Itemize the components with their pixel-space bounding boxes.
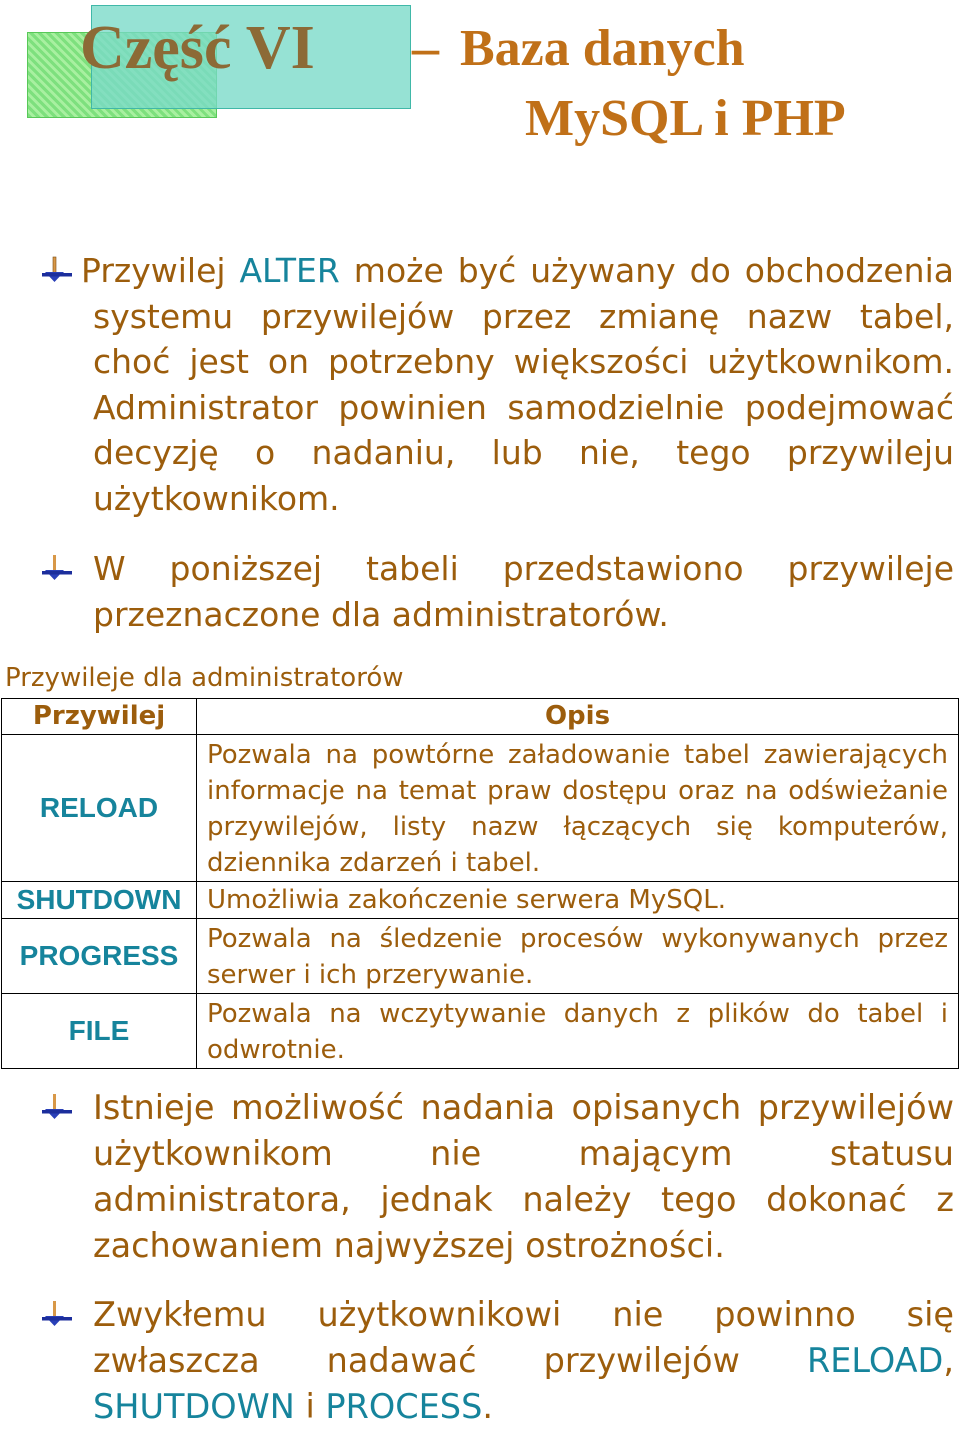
- bullet-2-text: W poniższej tabeli przedstawiono przywileje przeznaczone dla administratorów.: [93, 549, 954, 634]
- title-line-2: MySQL i PHP: [525, 90, 846, 147]
- bullet-paragraph-alter: [81, 248, 954, 521]
- table-caption: Przywileje dla administratorów: [5, 663, 404, 693]
- bullet-paragraph-warning: [93, 1292, 954, 1430]
- title-dash: –: [412, 17, 439, 77]
- keyword-alter: ALTER: [239, 251, 340, 290]
- privilege-name: PROGRESS: [2, 919, 197, 994]
- bullet-3-text: Istnieje możliwość nadania opisanych przywilejów użytkownikom nie mającym statusu administratora, jednak należy tego dokonać z zachowaniem najwyższej ostrożności.: [93, 1088, 954, 1265]
- privilege-description: Umożliwia zakończenie serwera MySQL.: [197, 882, 959, 919]
- bullet-paragraph-non-admin: [93, 1085, 954, 1269]
- part-label: Część VI: [80, 14, 315, 82]
- bullet-4-end: .: [482, 1387, 493, 1426]
- table-row: [2, 994, 959, 1069]
- title-line-1: Baza danych: [460, 20, 745, 77]
- bullet-4-sep-1: ,: [943, 1341, 954, 1380]
- privilege-description: Pozwala na wczytywanie danych z plików do tabel i odwrotnie.: [197, 994, 959, 1069]
- bullet-4-text-pre: Zwykłemu użytkownikowi nie powinno się zwłaszcza nadawać przywilejów: [93, 1295, 954, 1380]
- table-header-row: [2, 699, 959, 735]
- bullet-arrow-icon: [41, 256, 73, 284]
- privilege-name: SHUTDOWN: [2, 882, 197, 919]
- column-header-privilege: Przywilej: [2, 699, 197, 735]
- keyword-reload: RELOAD: [806, 1341, 944, 1380]
- table-row: [2, 735, 959, 882]
- privilege-name: RELOAD: [2, 735, 197, 882]
- bullet-arrow-icon: [41, 1300, 73, 1328]
- privilege-description: Pozwala na powtórne załadowanie tabel zawierających informacje na temat praw dostępu oraz na odświeżanie przywilejów, listy nazw łączących się komputerów, dziennika zdarzeń i tabel.: [197, 735, 959, 882]
- page-title: [460, 14, 930, 154]
- bullet-1-text-post: może być używany do obchodzenia systemu przywilejów przez zmianę nazw tabel, choć jest on potrzebny większości użytkownikom. Administrator powinien samodzielnie podejmować decyzję o nadaniu, lub nie, tego przywileju użytkownikom.: [93, 251, 954, 518]
- keyword-process: PROCESS: [325, 1387, 483, 1426]
- bullet-4-sep-2: i: [294, 1387, 326, 1426]
- keyword-shutdown: SHUTDOWN: [93, 1387, 295, 1426]
- privilege-description: Pozwala na śledzenie procesów wykonywanych przez serwer i ich przerywanie.: [197, 919, 959, 994]
- privileges-table: [1, 698, 959, 1069]
- bullet-1-text-pre: Przywilej: [81, 251, 240, 290]
- table-row: [2, 882, 959, 919]
- column-header-description: Opis: [197, 699, 959, 735]
- bullet-arrow-icon: [41, 554, 73, 582]
- privilege-name: FILE: [2, 994, 197, 1069]
- bullet-arrow-icon: [41, 1093, 73, 1121]
- table-row: [2, 919, 959, 994]
- bullet-paragraph-table-intro: [93, 546, 954, 637]
